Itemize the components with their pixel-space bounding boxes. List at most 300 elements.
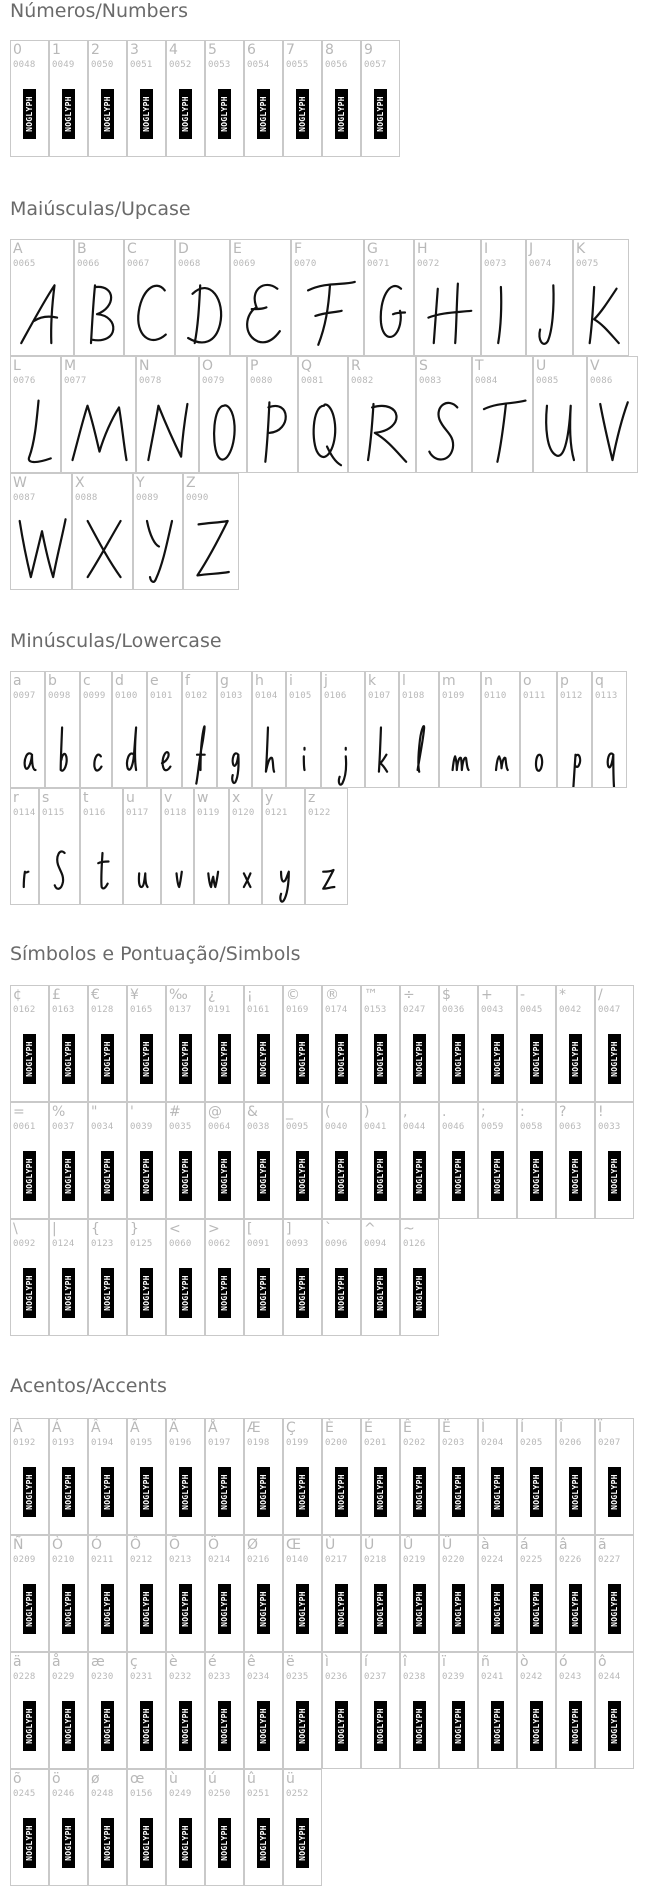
glyph-character: Ï — [598, 1420, 603, 1436]
glyph-character: V — [590, 358, 600, 374]
glyph-character: Û — [403, 1537, 414, 1553]
glyph-character: X — [75, 475, 85, 491]
glyph-cell — [205, 1219, 244, 1336]
glyph-cell — [175, 239, 230, 356]
glyph-character: o — [523, 673, 532, 689]
noglyph-placeholder — [140, 1268, 153, 1318]
glyph-cell — [361, 40, 400, 157]
glyph-cell — [133, 473, 183, 590]
glyph-cell — [194, 788, 229, 905]
glyph-cell — [283, 985, 322, 1102]
glyph-character: œ — [130, 1771, 145, 1787]
noglyph-placeholder — [296, 1034, 309, 1084]
glyph-character: W — [13, 475, 27, 491]
glyph-sample — [11, 504, 72, 589]
glyph-cell — [88, 985, 127, 1102]
glyph-code: 0243 — [559, 1672, 582, 1682]
glyph-character: C — [127, 241, 137, 257]
noglyph-placeholder — [62, 1584, 75, 1634]
glyph-code: 0216 — [247, 1555, 270, 1565]
glyph-cell — [10, 1535, 49, 1652]
noglyph-placeholder — [452, 1584, 465, 1634]
glyph-character: Ê — [403, 1420, 412, 1436]
glyph-cell — [400, 985, 439, 1102]
glyph-code: 0227 — [598, 1555, 621, 1565]
glyph-character: Ú — [364, 1537, 375, 1553]
glyph-character: & — [247, 1104, 258, 1120]
glyph-character: [ — [247, 1221, 253, 1237]
glyph-cell — [416, 356, 472, 473]
glyph-cell — [252, 671, 286, 788]
glyph-character: ÷ — [403, 987, 415, 1003]
noglyph-label: NOGLYPH — [375, 1158, 385, 1194]
noglyph-placeholder — [335, 1701, 348, 1751]
noglyph-placeholder — [140, 1584, 153, 1634]
glyph-character: Ô — [130, 1537, 142, 1553]
glyph-character: ~ — [403, 1221, 415, 1237]
glyph-sample — [200, 387, 247, 472]
glyph-cell — [361, 1418, 400, 1535]
noglyph-placeholder — [257, 1584, 270, 1634]
noglyph-placeholder — [569, 1701, 582, 1751]
glyph-character: ' — [130, 1104, 134, 1120]
glyph-cell — [127, 1219, 166, 1336]
glyph-character: P — [250, 358, 259, 374]
glyph-code: 0118 — [164, 808, 187, 818]
glyph-code: 0065 — [13, 259, 36, 269]
noglyph-placeholder — [413, 1034, 426, 1084]
noglyph-placeholder — [413, 1584, 426, 1634]
noglyph-placeholder — [101, 1467, 114, 1517]
noglyph-placeholder — [23, 1151, 36, 1201]
glyph-character: 1 — [52, 42, 61, 58]
glyph-code: 0066 — [77, 259, 100, 269]
glyph-code: 0057 — [364, 60, 387, 70]
glyph-cell — [10, 40, 49, 157]
glyph-code: 0036 — [442, 1005, 465, 1015]
glyph-character: t — [83, 790, 89, 806]
glyph-character: È — [325, 1420, 334, 1436]
noglyph-placeholder — [101, 1584, 114, 1634]
glyph-character: K — [576, 241, 586, 257]
glyph-cell — [399, 671, 439, 788]
noglyph-placeholder — [530, 1467, 543, 1517]
glyph-character: â — [559, 1537, 568, 1553]
glyph-cell — [39, 788, 80, 905]
noglyph-label: NOGLYPH — [24, 1275, 34, 1311]
noglyph-label: NOGLYPH — [531, 1708, 541, 1744]
glyph-code: 0119 — [197, 808, 220, 818]
glyph-character: O — [202, 358, 214, 374]
glyph-code: 0105 — [289, 691, 312, 701]
glyph-code: 0055 — [286, 60, 309, 70]
noglyph-placeholder — [23, 1268, 36, 1318]
glyph-cell — [123, 788, 161, 905]
glyph-code: 0085 — [536, 376, 559, 386]
glyph-code: 0096 — [325, 1239, 348, 1249]
noglyph-placeholder — [374, 89, 387, 139]
noglyph-label: NOGLYPH — [63, 1591, 73, 1627]
noglyph-label: NOGLYPH — [297, 96, 307, 132]
glyph-cell — [595, 1102, 634, 1219]
noglyph-placeholder — [140, 1151, 153, 1201]
glyph-code: 0053 — [208, 60, 231, 70]
noglyph-label: NOGLYPH — [570, 1474, 580, 1510]
glyph-character: 8 — [325, 42, 334, 58]
glyph-sample — [46, 702, 80, 787]
glyph-cell — [361, 1652, 400, 1769]
noglyph-placeholder — [257, 89, 270, 139]
glyph-cell — [283, 1535, 322, 1652]
glyph-sample — [366, 702, 399, 787]
glyph-sample — [125, 270, 175, 355]
glyph-cell — [481, 239, 526, 356]
noglyph-placeholder — [140, 1467, 153, 1517]
glyph-character: e — [150, 673, 159, 689]
glyph-character: l — [402, 673, 406, 689]
noglyph-label: NOGLYPH — [219, 96, 229, 132]
glyph-code: 0224 — [481, 1555, 504, 1565]
glyph-code: 0194 — [91, 1438, 114, 1448]
noglyph-placeholder — [218, 1034, 231, 1084]
glyph-cell — [72, 473, 133, 590]
glyph-cell — [166, 1652, 205, 1769]
noglyph-placeholder — [62, 1467, 75, 1517]
noglyph-placeholder — [140, 89, 153, 139]
noglyph-label: NOGLYPH — [219, 1591, 229, 1627]
glyph-character: å — [52, 1654, 61, 1670]
glyph-code: 0072 — [417, 259, 440, 269]
glyph-character: r — [13, 790, 19, 806]
glyph-cell — [45, 671, 80, 788]
noglyph-placeholder — [179, 1818, 192, 1868]
glyph-character: ? — [559, 1104, 567, 1120]
glyph-sample — [124, 819, 161, 904]
glyph-sample — [253, 702, 286, 787]
noglyph-placeholder — [569, 1034, 582, 1084]
glyph-character: J — [529, 241, 534, 257]
noglyph-placeholder — [413, 1268, 426, 1318]
glyph-character: Ë — [442, 1420, 451, 1436]
noglyph-placeholder — [530, 1151, 543, 1201]
glyph-character: ñ — [481, 1654, 490, 1670]
glyph-code: 0217 — [325, 1555, 348, 1565]
glyph-character: + — [481, 987, 493, 1003]
glyph-character: ` — [325, 1221, 332, 1237]
glyph-cell — [322, 1535, 361, 1652]
glyph-sample — [299, 387, 348, 472]
noglyph-label: NOGLYPH — [141, 1708, 151, 1744]
glyph-cell — [166, 985, 205, 1102]
noglyph-placeholder — [179, 1034, 192, 1084]
glyph-cell — [182, 671, 217, 788]
noglyph-placeholder — [62, 1034, 75, 1084]
glyph-cell — [478, 985, 517, 1102]
glyph-code: 0248 — [91, 1789, 114, 1799]
glyph-character: î — [403, 1654, 407, 1670]
glyph-character: > — [208, 1221, 220, 1237]
glyph-cell — [88, 1102, 127, 1219]
noglyph-label: NOGLYPH — [258, 1275, 268, 1311]
glyph-character: { — [91, 1221, 100, 1237]
glyph-code: 0236 — [325, 1672, 348, 1682]
glyph-code: 0056 — [325, 60, 348, 70]
glyph-character: $ — [442, 987, 451, 1003]
noglyph-placeholder — [608, 1701, 621, 1751]
glyph-character: õ — [13, 1771, 22, 1787]
noglyph-label: NOGLYPH — [258, 1158, 268, 1194]
glyph-code: 0079 — [202, 376, 225, 386]
noglyph-label: NOGLYPH — [336, 1708, 346, 1744]
noglyph-label: NOGLYPH — [609, 1041, 619, 1077]
glyph-cell — [322, 985, 361, 1102]
glyph-character: x — [232, 790, 241, 806]
glyph-character: ç — [130, 1654, 138, 1670]
glyph-cell — [283, 1219, 322, 1336]
glyph-character: L — [13, 358, 21, 374]
noglyph-label: NOGLYPH — [141, 1591, 151, 1627]
glyph-code: 0197 — [208, 1438, 231, 1448]
glyph-code: 0209 — [13, 1555, 36, 1565]
glyph-cell — [414, 239, 481, 356]
noglyph-label: NOGLYPH — [414, 1275, 424, 1311]
glyph-code: 0035 — [169, 1122, 192, 1132]
glyph-sample — [11, 702, 45, 787]
noglyph-label: NOGLYPH — [102, 1825, 112, 1861]
glyph-character: Á — [52, 1420, 62, 1436]
glyph-sample — [588, 387, 638, 472]
glyph-character: " — [91, 1104, 98, 1120]
glyph-cell — [478, 1418, 517, 1535]
noglyph-label: NOGLYPH — [141, 1474, 151, 1510]
glyph-cell — [361, 1102, 400, 1219]
noglyph-placeholder — [218, 89, 231, 139]
noglyph-label: NOGLYPH — [297, 1591, 307, 1627]
noglyph-placeholder — [218, 1584, 231, 1634]
noglyph-placeholder — [296, 1151, 309, 1201]
glyph-character: É — [364, 1420, 373, 1436]
glyph-sample — [306, 819, 348, 904]
glyph-character: q — [595, 673, 604, 689]
glyph-code: 0201 — [364, 1438, 387, 1448]
glyph-code: 0210 — [52, 1555, 75, 1565]
glyph-code: 0098 — [48, 691, 71, 701]
glyph-cell — [298, 356, 348, 473]
noglyph-label: NOGLYPH — [336, 96, 346, 132]
glyph-cell — [322, 1219, 361, 1336]
noglyph-label: NOGLYPH — [219, 1158, 229, 1194]
glyph-cell — [286, 671, 321, 788]
glyph-cell — [183, 473, 239, 590]
noglyph-placeholder — [62, 1701, 75, 1751]
glyph-cell — [166, 1102, 205, 1219]
glyph-character: ã — [598, 1537, 607, 1553]
glyph-cell — [74, 239, 124, 356]
glyph-character: 2 — [91, 42, 100, 58]
glyph-cell — [361, 1535, 400, 1652]
glyph-cell — [247, 356, 298, 473]
glyph-character: Z — [186, 475, 196, 491]
glyph-code: 0245 — [13, 1789, 36, 1799]
glyph-sample — [162, 819, 194, 904]
noglyph-placeholder — [23, 1467, 36, 1517]
glyph-cell — [127, 1418, 166, 1535]
noglyph-label: NOGLYPH — [414, 1708, 424, 1744]
glyph-cell — [478, 1102, 517, 1219]
glyph-cell — [439, 1535, 478, 1652]
glyph-cell — [322, 1652, 361, 1769]
glyph-code: 0207 — [598, 1438, 621, 1448]
noglyph-label: NOGLYPH — [258, 96, 268, 132]
glyph-character: / — [598, 987, 603, 1003]
noglyph-label: NOGLYPH — [570, 1158, 580, 1194]
glyph-character: Ñ — [13, 1537, 24, 1553]
noglyph-placeholder — [257, 1151, 270, 1201]
glyph-cell — [262, 788, 305, 905]
glyph-cell — [556, 1102, 595, 1219]
noglyph-placeholder — [218, 1467, 231, 1517]
glyph-character: - — [520, 987, 526, 1003]
noglyph-placeholder — [62, 1151, 75, 1201]
glyph-code: 0040 — [325, 1122, 348, 1132]
glyph-cell — [400, 1102, 439, 1219]
glyph-code: 0235 — [286, 1672, 309, 1682]
noglyph-label: NOGLYPH — [141, 1275, 151, 1311]
glyph-sample — [593, 702, 627, 787]
glyph-character: * — [559, 987, 566, 1003]
glyph-character: h — [255, 673, 264, 689]
glyph-code: 0101 — [150, 691, 173, 701]
glyph-cell — [10, 1769, 49, 1886]
glyph-code: 0076 — [13, 376, 36, 386]
glyph-sample — [81, 702, 112, 787]
glyph-cell — [166, 40, 205, 157]
glyph-cell — [10, 239, 74, 356]
glyph-code: 0052 — [169, 60, 192, 70]
glyph-sample — [75, 270, 124, 355]
glyph-character: û — [247, 1771, 256, 1787]
glyph-character: E — [233, 241, 242, 257]
glyph-cell — [88, 40, 127, 157]
glyph-character: B — [77, 241, 87, 257]
noglyph-placeholder — [608, 1584, 621, 1634]
glyph-cell — [127, 1769, 166, 1886]
glyph-character: 4 — [169, 42, 178, 58]
noglyph-label: NOGLYPH — [297, 1825, 307, 1861]
noglyph-label: NOGLYPH — [297, 1275, 307, 1311]
glyph-character: ™ — [364, 987, 378, 1003]
noglyph-label: NOGLYPH — [375, 1041, 385, 1077]
glyph-cell — [166, 1535, 205, 1652]
glyph-cell — [49, 40, 88, 157]
noglyph-placeholder — [452, 1151, 465, 1201]
glyph-cell — [573, 239, 629, 356]
glyph-character: m — [442, 673, 456, 689]
noglyph-label: NOGLYPH — [609, 1158, 619, 1194]
glyph-character: ó — [559, 1654, 568, 1670]
glyph-cell — [322, 40, 361, 157]
glyph-code: 0054 — [247, 60, 270, 70]
noglyph-label: NOGLYPH — [531, 1041, 541, 1077]
glyph-character: G — [367, 241, 378, 257]
glyph-code: 0097 — [13, 691, 36, 701]
glyph-cell — [229, 788, 262, 905]
glyph-character: ( — [325, 1104, 331, 1120]
noglyph-placeholder — [179, 1701, 192, 1751]
glyph-code: 0211 — [91, 1555, 114, 1565]
glyph-cell — [127, 1652, 166, 1769]
glyph-character: \ — [13, 1221, 18, 1237]
noglyph-label: NOGLYPH — [570, 1041, 580, 1077]
glyph-character: á — [520, 1537, 529, 1553]
noglyph-placeholder — [257, 1034, 270, 1084]
glyph-code: 0058 — [520, 1122, 543, 1132]
glyph-cell — [557, 671, 592, 788]
glyph-code: 0086 — [590, 376, 613, 386]
glyph-cell — [595, 1418, 634, 1535]
glyph-cell — [472, 356, 533, 473]
glyph-cell — [127, 40, 166, 157]
glyph-cell — [230, 239, 291, 356]
glyph-cell — [517, 1102, 556, 1219]
glyph-character: % — [52, 1104, 66, 1120]
glyph-sample — [218, 702, 252, 787]
glyph-sample — [11, 270, 74, 355]
glyph-character: © — [286, 987, 300, 1003]
noglyph-label: NOGLYPH — [336, 1474, 346, 1510]
glyph-character: Y — [136, 475, 145, 491]
noglyph-placeholder — [335, 1584, 348, 1634]
glyph-cell — [361, 985, 400, 1102]
glyph-code: 0117 — [126, 808, 149, 818]
glyph-code: 0106 — [324, 691, 347, 701]
glyph-code: 0228 — [13, 1672, 36, 1682]
noglyph-placeholder — [491, 1701, 504, 1751]
glyph-code: 0163 — [52, 1005, 75, 1015]
noglyph-label: NOGLYPH — [258, 1041, 268, 1077]
noglyph-label: NOGLYPH — [414, 1158, 424, 1194]
noglyph-label: NOGLYPH — [375, 96, 385, 132]
glyph-code: 0063 — [559, 1122, 582, 1132]
glyph-code: 0124 — [52, 1239, 75, 1249]
glyph-character: ä — [13, 1654, 22, 1670]
glyph-character: ‰ — [169, 987, 188, 1003]
glyph-character: D — [178, 241, 189, 257]
glyph-character: U — [536, 358, 547, 374]
noglyph-placeholder — [140, 1701, 153, 1751]
noglyph-placeholder — [140, 1034, 153, 1084]
section-title: Números/Numbers — [10, 0, 188, 22]
glyph-cell — [244, 985, 283, 1102]
noglyph-placeholder — [23, 89, 36, 139]
glyph-sample — [482, 702, 520, 787]
glyph-cell — [517, 1418, 556, 1535]
noglyph-label: NOGLYPH — [570, 1591, 580, 1627]
glyph-cell — [361, 1219, 400, 1336]
glyph-cell — [283, 1418, 322, 1535]
noglyph-label: NOGLYPH — [141, 1158, 151, 1194]
noglyph-label: NOGLYPH — [609, 1591, 619, 1627]
glyph-character: Í — [520, 1420, 525, 1436]
noglyph-label: NOGLYPH — [102, 1275, 112, 1311]
glyph-character: ê — [247, 1654, 256, 1670]
glyph-code: 0064 — [208, 1122, 231, 1132]
glyph-character: Ä — [169, 1420, 179, 1436]
noglyph-label: NOGLYPH — [180, 1041, 190, 1077]
glyph-character: 7 — [286, 42, 295, 58]
section-title: Maiúsculas/Upcase — [10, 198, 191, 220]
glyph-character: @ — [208, 1104, 222, 1120]
